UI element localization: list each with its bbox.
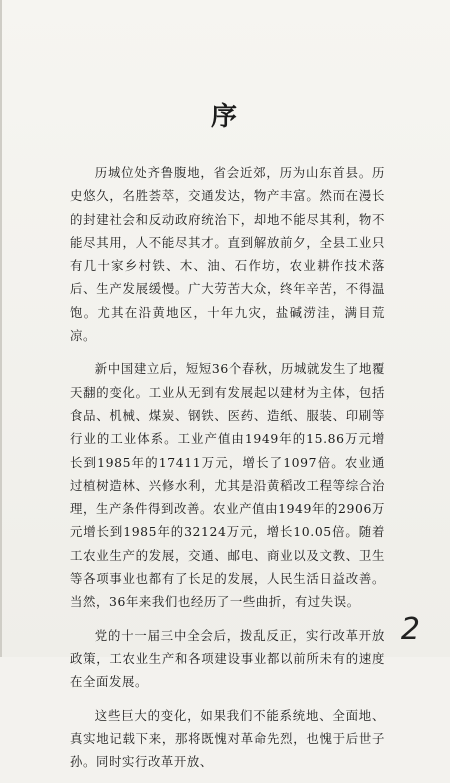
page-number: 2 — [400, 612, 420, 647]
paragraph-1: 历城位处齐鲁腹地，省会近郊，历为山东首县。历史悠久，名胜荟萃，交通发达，物产丰富。然而在漫长的封建社会和反动政府统治下，却地不能尽其利，物不能尽其用，人不能尽其才。直到解放前夕，全县工业只有几十家乡村铁、木、油、石作坊，农业耕作技术落后、生产发展缓慢。广大劳苦大众，终年辛苦，不得温饱。尤其在沿黄地区，十年九灾，盐碱涝洼，满目荒凉。 — [70, 165, 385, 344]
paragraph-2: 新中国建立后，短短36个春秋，历城就发生了地覆天翻的变化。工业从无到有发展起以建材为主体，包括食品、机械、煤炭、钢铁、医药、造纸、服装、印刷等行业的工业体系。工业产值由1949年的15.86万元增长到1985年的17411万元，增长了1097倍。农业通过植树造林、兴修水利，尤其是沿黄稻改工程等综合治理，生产条件得到改善。农业产值由1949年的2906万元增长到1985年的32124万元，增长10.05倍。随着工农业生产的发展，交通、邮电、商业以及文教、卫生等各项事业也都有了长足的发展，人民生活日益改善。当然，36年来我们也经历了一些曲折，有过失误。 — [70, 361, 385, 610]
paragraph-4: 这些巨大的变化，如果我们不能系统地、全面地、真实地记载下来，那将既愧对革命先烈，也愧于后世子孙。同时实行改革开放、 — [70, 707, 385, 770]
preface-title: 序 — [210, 102, 239, 132]
preface-body — [70, 161, 385, 783]
paragraph-3: 党的十一届三中全会后，拨乱反正，实行改革开放政策，工农业生产和各项建设事业都以前所未有的速度在全面发展。 — [70, 627, 385, 690]
